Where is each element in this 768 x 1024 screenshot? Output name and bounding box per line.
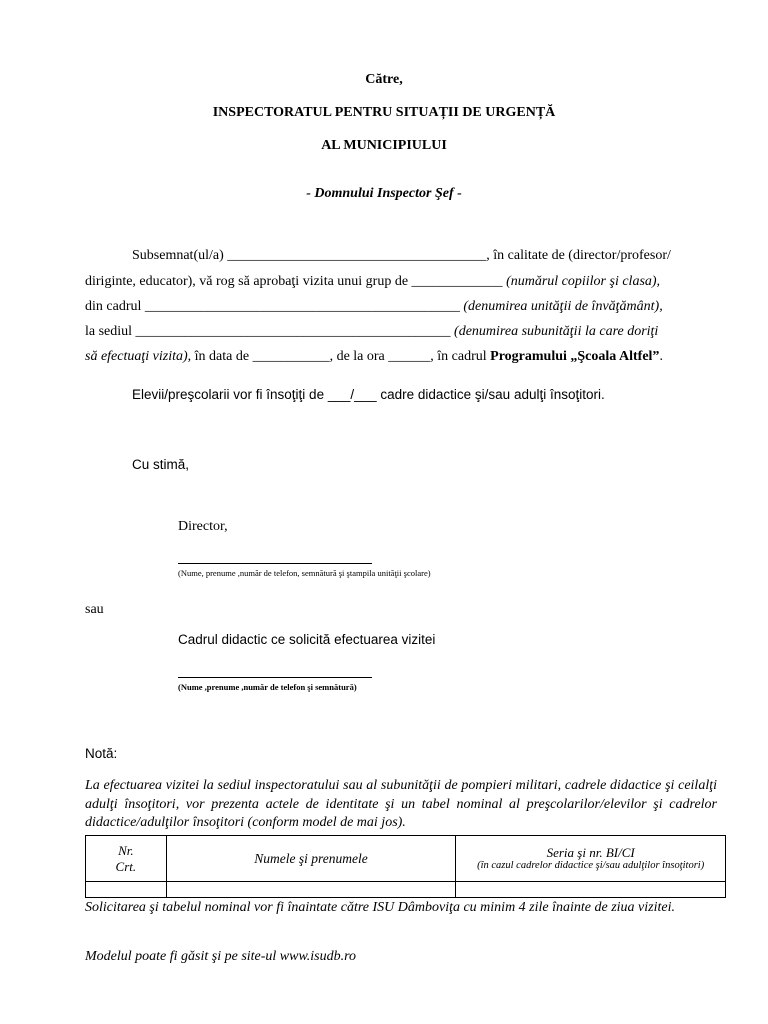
website-note: Modelul poate fi găsit şi pe site-ul www.isudb.ro	[85, 949, 357, 964]
period: .	[659, 349, 663, 364]
table-cell	[86, 882, 167, 898]
body-line-4-text: la sediul _____________________________________________	[85, 324, 451, 339]
table-cell	[456, 882, 726, 898]
col-crt-label: Crt.	[115, 858, 137, 874]
greeting: Cu stimă,	[132, 457, 190, 472]
table-cell	[166, 882, 456, 898]
addressee: - Domnului Inspector Şef -	[306, 186, 462, 201]
body-line-2	[85, 274, 660, 290]
director-signature-line	[178, 563, 372, 564]
body-line-3	[85, 299, 663, 315]
body-line-5	[85, 349, 663, 365]
teacher-note: (Nume ,prenume ,număr de telefon şi semnătură)	[178, 682, 357, 692]
date-time-text: , în data de ___________, de la ora ______, în cadrul	[187, 349, 491, 364]
col-name-header: Numele şi prenumele	[166, 836, 456, 882]
submission-note: Solicitarea şi tabelul nominal vor fi înaintate către ISU Dâmboviţa cu minim 4 zile înainte de ziua vizitei.	[85, 900, 675, 915]
teacher-label: Cadrul didactic ce solicită efectuarea vizitei	[178, 632, 436, 647]
note-text: La efectuarea vizitei la sediul inspectoratului sau al subunităţii de pompieri militari, cadrele didactice şi ceilalţi adulţi însoţitori, vor prezenta actele de identitate şi un tabel nominal al preşcolarilor/elevilor şi cadrelor didactice/adulţilor însoţitori (conform model de mai jos).	[85, 778, 717, 830]
recipient-line: Către,	[365, 72, 403, 87]
body-line-2-text: diriginte, educator), vă rog să aprobaţi vizita unui grup de _____________	[85, 274, 503, 289]
col-id-label: Seria şi nr. BI/CI	[546, 844, 635, 860]
director-label: Director,	[178, 519, 228, 534]
teacher-signature-line	[178, 677, 372, 678]
table-row	[86, 882, 726, 898]
note-label: Notă:	[85, 746, 118, 761]
director-note: (Nume, prenume ,număr de telefon, semnătură şi ştampila unităţii şcolare)	[178, 568, 431, 578]
institution-name: INSPECTORATUL PENTRU SITUAȚII DE URGENȚĂ	[212, 105, 556, 120]
col-nr-header	[86, 836, 167, 882]
table-header-row	[86, 836, 726, 882]
nominal-table	[85, 835, 726, 898]
subunit-hint: (denumirea subunităţii la care doriţi	[450, 324, 659, 339]
school-name-hint: (denumirea unităţii de învăţământ),	[459, 299, 663, 314]
col-id-header	[456, 836, 726, 882]
col-id-subtitle: (în cazul cadrelor didactice şi/sau adulţilor însoţitori)	[477, 859, 705, 871]
children-count-hint: (numărul copiilor şi clasa),	[502, 274, 661, 289]
body-line-3-text: din cadrul _____________________________________________	[85, 299, 460, 314]
body-line-1: Subsemnat(ul/a) _____________________________________, în calitate de (director/profesor/	[132, 248, 671, 263]
col-nr-label: Nr.	[118, 842, 134, 858]
body-line-4	[85, 324, 658, 340]
institution-municipality: AL MUNICIPIULUI	[321, 138, 447, 153]
or-label: sau	[85, 602, 104, 617]
subunit-hint-cont: să efectuaţi vizita)	[85, 349, 188, 364]
program-name: Programului „Şcoala Altfel”	[490, 349, 660, 364]
escort-line: Elevii/preşcolarii vor fi însoţiţi de ___/___ cadre didactice şi/sau adulţi însoţitori.	[132, 387, 605, 402]
